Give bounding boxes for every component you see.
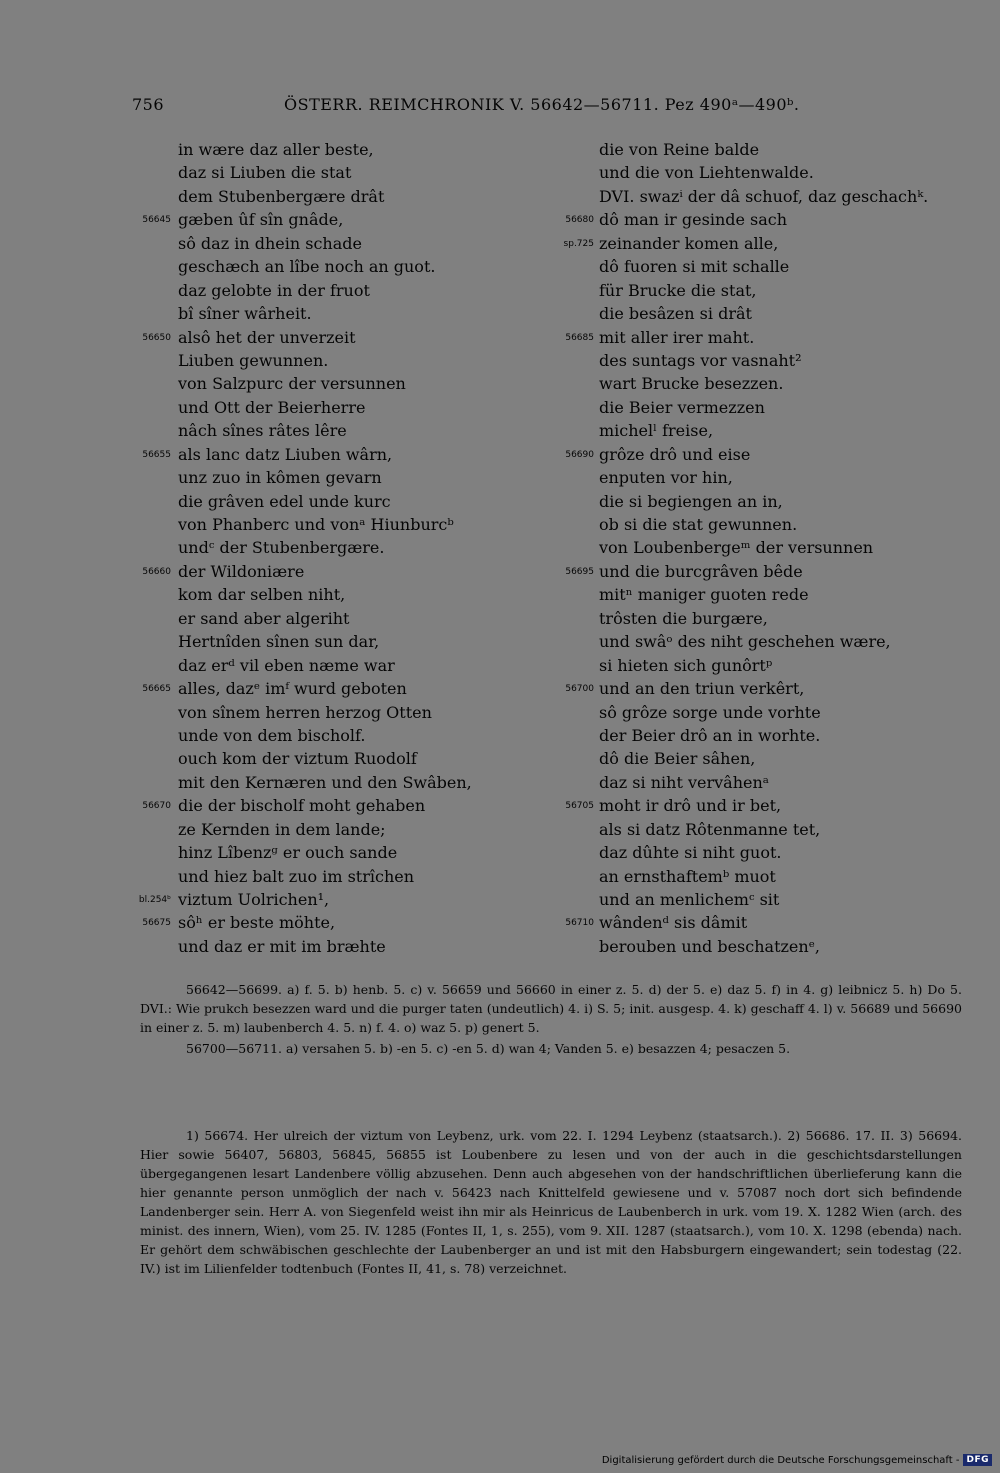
verse-line [548,466,988,489]
verse-line [548,841,988,864]
verse-line [140,536,560,559]
verse-text: wândenᵈ sis dâmit [599,913,748,933]
verse-text: und swâᵒ des niht geschehen wære, [599,632,891,652]
line-number: 56700 [565,684,594,695]
verse-text: trôsten die burgære, [599,608,768,628]
verse-text: für Brucke die stat, [599,280,757,300]
line-number: 56675 [142,918,171,929]
verse-text: unz zuo in kômen gevarn [178,468,382,488]
verse-text: daz erᵈ vil eben næme war [178,655,395,675]
verse-text: sô daz in dhein schade [178,233,362,253]
verse-line [140,466,560,489]
apparatus-block-1: 56642—56699. a) f. 5. b) henb. 5. c) v. 56659 und 56660 in einer z. 5. d) der 5. e) daz 5. f) in 4. g) leibnicz 5. h) Do 5. DVI.: Wie prukch besezzen ward und die purger taten (undeutlich) 4. i) S. 5; init. ausgesp. 4. k) geschaff 4. l) v. 56689 und 56690 in einer z. 5. m) laubenberch 4. 5. n) f. 4. o) waz 5. p) genert 5. [140,982,962,1035]
verse-line [548,302,988,325]
verse-line [548,349,988,372]
verse-text: mitⁿ maniger guoten rede [599,585,809,605]
footnote-text: 1) 56674. Her ulreich der viztum von Leybenz, urk. vom 22. I. 1294 Leybenz (staatsarch.). 2) 56686. 17. II. 3) 56694. Hier sowie 56407, 56803, 56845, 56855 ist Loubenbere zu lesen und von der auch in die geschichtsdarstellungen übergegangenen lesart Landenbere völlig abzusehen. Denn auch abgesehen von der handschriftlichen überlieferung kann die hier genannte person unmöglich der nach v. 56423 nach Knittelfeld gewiesene und v. 57087 noch dort sich befindende Landenberger sein. Herr A. von Siegenfeld weist ihn mir als Heinricus de Laubenberch in urk. vom 19. X. 1282 Wien (arch. des minist. des innern, Wien), vom 25. IV. 1285 (Fontes II, 1, s. 255), vom 9. XII. 1287 (staatsarch.), vom 10. X. 1298 (ebenda) nach. Er gehört dem schwäbischen geschlechte der Laubenberger an und ist mit den Habsburgern eingewandert; sein todestag (22. IV.) ist im Lilienfelder todtenbuch (Fontes II, 41, s. 78) verzeichnet. [140,1128,962,1276]
verse-text: mit den Kernæren und den Swâben, [178,772,472,792]
verse-text: der Wildoniære [178,561,305,581]
verse-line [140,138,560,161]
verse-text: die grâven edel unde kurc [178,491,391,511]
verse-text: von sînem herren herzog Otten [178,702,432,722]
verse-text: und die von Liehtenwalde. [599,163,814,183]
verse-text: er sand aber algeriht [178,608,350,628]
verse-line [140,490,560,513]
verse-line [140,302,560,325]
running-title: ÖSTERR. REIMCHRONIK V. 56642—56711. Pez 490ᵃ—490ᵇ. [284,95,800,114]
verse-line [140,232,560,255]
verse-line [140,161,560,184]
verse-text: daz gelobte in der fruot [178,280,370,300]
verse-line [140,607,560,630]
verse-text: von Salzpurc der versunnen [178,374,406,394]
verse-line [140,326,560,349]
verse-line [548,771,988,794]
line-number: 56665 [142,684,171,695]
verse-text: in wære daz aller beste, [178,140,374,159]
verse-line [548,654,988,677]
verse-line [548,677,988,700]
verse-line [548,138,988,161]
verse-line [548,208,988,231]
line-number: 56645 [142,215,171,226]
line-number: 56650 [142,332,171,343]
line-number: 56710 [565,918,594,929]
verse-text: und die burcgrâven bêde [599,561,803,581]
dfg-logo: DFG [963,1454,992,1466]
verse-text: und daz er mit im bræhte [178,936,386,956]
verse-text: von Loubenbergeᵐ der versunnen [599,538,874,558]
verse-line [548,536,988,559]
verse-line [548,724,988,747]
verse-line [548,443,988,466]
line-number: 56680 [565,215,594,226]
verse-line [548,161,988,184]
verse-line [140,630,560,653]
verse-text: dô die Beier sâhen, [599,749,756,769]
verse-line [548,255,988,278]
verse-text: si hieten sich gunôrtᵖ [599,655,773,675]
verse-text: bî sîner wârheit. [178,304,312,324]
verse-text: alles, dazᵉ imᶠ wurd geboten [178,679,407,699]
verse-text: grôze drô und eise [599,444,751,464]
verse-text: und Ott der Beierherre [178,397,366,417]
verse-text: als lanc datz Liuben wârn, [178,444,393,464]
verse-text: michelˡ freise, [599,421,714,441]
verse-text: der Beier drô an in worhte. [599,725,821,745]
verse-text: viztum Uolrichen¹, [178,890,330,909]
verse-line [140,701,560,724]
verse-text: hinz Lîbenzᵍ er ouch sande [178,843,398,863]
verse-line [140,396,560,419]
running-head [132,95,962,117]
verse-text: die si begiengen an in, [599,491,783,511]
verse-line [548,818,988,841]
verse-line [548,560,988,583]
verse-text: an ernsthaftemᵇ muot [599,866,776,886]
verse-line [140,185,560,208]
verse-text: und an menlichemᶜ sit [599,890,780,909]
verse-text: enputen vor hin, [599,468,733,488]
verse-line [140,255,560,278]
verse-line [140,372,560,395]
critical-apparatus [140,980,962,1060]
verse-text: nâch sînes râtes lêre [178,421,347,441]
verse-text: unde von dem bischolf. [178,725,366,745]
verse-line [548,372,988,395]
verse-line [548,396,988,419]
verse-text: berouben und beschatzenᵉ, [599,936,820,956]
verse-line [548,583,988,606]
footnotes [140,1126,962,1278]
verse-text: dô man ir gesinde sach [599,210,788,230]
verse-text: von Phanberc und vonᵃ Hiunburcᵇ [178,515,454,534]
verse-text: ze Kernden in dem lande; [178,819,386,839]
verse-text: ouch kom der viztum Ruodolf [178,749,417,769]
verse-line [140,935,560,958]
verse-line [140,724,560,747]
verse-line [140,583,560,606]
verse-line [548,419,988,442]
right-verse-column [548,138,988,958]
verse-text: und an den triun verkêrt, [599,679,805,699]
verse-line [548,326,988,349]
verse-line [140,560,560,583]
verse-text: moht ir drô und ir bet, [599,796,782,816]
verse-line [140,771,560,794]
left-verse-column [140,138,560,958]
verse-line [140,747,560,770]
verse-line [548,185,988,208]
footer-credit: Digitalisierung gefördert durch die Deutsche Forschungsgemeinschaft - [601,1454,960,1466]
verse-text: undᶜ der Stubenbergære. [178,538,385,558]
verse-text: zeinander komen alle, [599,233,779,253]
line-number: 56695 [565,566,594,577]
verse-line [548,490,988,513]
line-number: 56660 [142,566,171,577]
verse-line [140,841,560,864]
verse-text: und hiez balt zuo im strîchen [178,866,415,886]
verse-line [140,279,560,302]
verse-line [548,888,988,911]
verse-line [140,443,560,466]
verse-text: kom dar selben niht, [178,585,346,605]
verse-line [140,349,560,372]
verse-text: die Beier vermezzen [599,397,765,417]
verse-text: die von Reine balde [599,140,760,159]
line-number: 56690 [565,449,594,460]
verse-text: daz si niht vervâhenᵃ [599,772,769,792]
verse-line [140,794,560,817]
verse-text: DVI. swazⁱ der dâ schuof, daz geschachᵏ. [599,186,929,206]
verse-line [140,677,560,700]
verse-line [140,513,560,536]
verse-line [548,607,988,630]
verse-line [140,208,560,231]
verse-text: alsô het der unverzeit [178,327,356,347]
verse-text: des suntags vor vasnaht² [599,350,802,370]
digitization-footer [602,1453,992,1467]
verse-line [140,865,560,888]
verse-line [548,630,988,653]
verse-line [548,911,988,934]
verse-text: als si datz Rôtenmanne tet, [599,819,821,839]
line-number: 56670 [142,801,171,812]
line-number: 56685 [565,332,594,343]
verse-text: wart Brucke besezzen. [599,374,784,394]
verse-text: Liuben gewunnen. [178,350,329,370]
line-number: sp.725 [563,238,594,249]
line-number: bl.254ᵇ [138,895,171,905]
verse-line [140,911,560,934]
verse-text: die besâzen si drât [599,304,752,324]
verse-text: dô fuoren si mit schalle [599,257,790,277]
verse-text: dem Stubenbergære drât [178,186,385,206]
verse-line [548,935,988,958]
verse-line [548,279,988,302]
apparatus-block-2: 56700—56711. a) versahen 5. b) -en 5. c) -en 5. d) wan 4; Vanden 5. e) besazzen 4; pesaczen 5. [186,1041,791,1056]
verse-line [140,818,560,841]
verse-line [548,865,988,888]
verse-text: Hertnîden sînen sun dar, [178,632,380,652]
verse-text: mit aller irer maht. [599,327,755,347]
verse-line [548,747,988,770]
verse-line [548,701,988,724]
verse-text: die der bischolf moht gehaben [178,796,426,816]
verse-text: geschæch an lîbe noch an guot. [178,257,436,277]
verse-text: ob si die stat gewunnen. [599,515,798,534]
line-number: 56655 [142,449,171,460]
verse-text: daz si Liuben die stat [178,163,352,183]
verse-line [140,654,560,677]
line-number: 56705 [565,801,594,812]
verse-text: sô grôze sorge unde vorhte [599,702,821,722]
verse-text: daz dûhte si niht guot. [599,843,782,863]
verse-line [140,419,560,442]
verse-line [548,513,988,536]
verse-line [140,888,560,911]
verse-text: sôʰ er beste möhte, [178,913,336,933]
verse-line [548,232,988,255]
verse-text: gæben ûf sîn gnâde, [178,210,344,230]
page-number: 756 [132,95,165,114]
verse-line [548,794,988,817]
